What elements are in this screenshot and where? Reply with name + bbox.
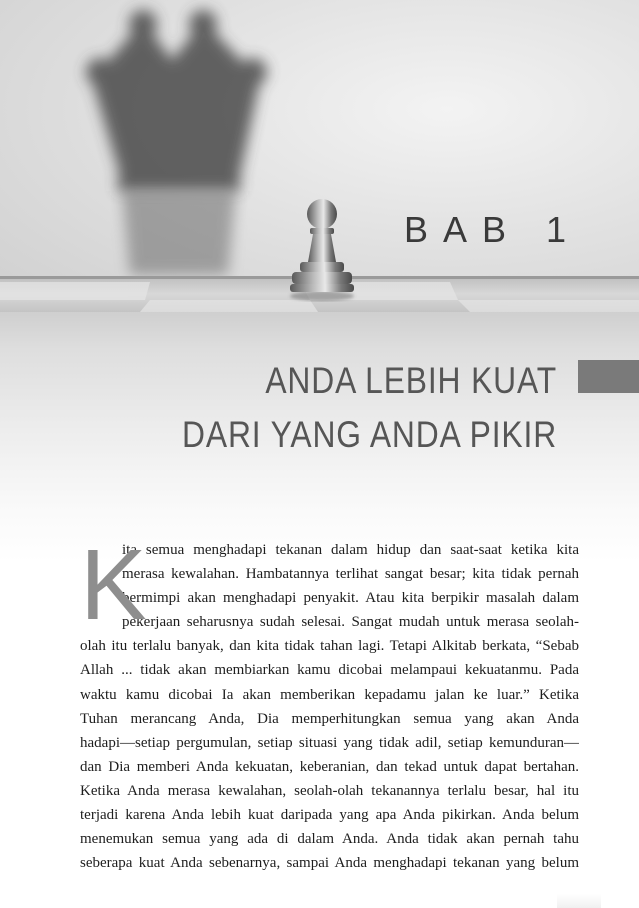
drop-cap: K (80, 529, 147, 641)
body-line: olah itu terlalu banyak, dan kita tidak tahan lagi. Tetapi Alkitab berkata, “Sebab (80, 638, 579, 655)
body-line: merasa kewalahan. Hambatannya terlihat sangat besar; kita tidak pernah (122, 566, 579, 583)
body-line: hadapi—setiap pergumulan, setiap situasi yang tidak adil, setiap kemunduran— (80, 734, 579, 751)
body-line: terjadi karena Anda lebih kuat daripada yang apa Anda pikirkan. Anda belum (80, 807, 579, 824)
chapter-body-text (80, 529, 579, 875)
body-line: Tuhan merancang Anda, Dia memperhitungkan semua yang akan Anda (80, 710, 579, 727)
body-line: seberapa kuat Anda sebenarnya, sampai Anda menghadapi tekanan yang belum (80, 855, 579, 872)
body-line: Ketika Anda merasa kewalahan, seolah-olah tekanannya terlalu besar, hal itu (80, 782, 579, 799)
page-corner (557, 894, 601, 908)
body-line: bermimpi akan menghadapi penyakit. Atau kita berpikir masalah dalam (122, 590, 579, 607)
chapter-title (182, 354, 557, 462)
body-line: pekerjaan seharusnya sudah selesai. Sangat mudah untuk merasa seolah- (122, 614, 579, 631)
chapter-title-line-1: ANDA LEBIH KUAT (265, 360, 557, 401)
chapter-label: BAB 1 (403, 209, 581, 250)
chapter-title-line-2: DARI YANG ANDA PIKIR (181, 414, 557, 455)
title-accent-bar (578, 360, 639, 393)
body-line: menemukan semua yang ada di dalam Anda. Anda tidak akan pernah tahu (80, 831, 579, 848)
body-line: Allah ... tidak akan membiarkan kamu dicobai melampaui kekuatanmu. Pada (80, 662, 579, 679)
body-line: dan Dia memberi Anda kekuatan, keberanian, dan tekad untuk dapat bertahan. (80, 758, 579, 775)
body-line: waktu kamu dicobai Ia akan memberikan kepadamu jalan ke luar.” Ketika (80, 686, 579, 703)
chapter-banner-photo (0, 0, 639, 312)
body-line: ita semua menghadapi tekanan dalam hidup dan saat-saat ketika kita (122, 542, 579, 558)
chess-pawn-queen-shadow-illustration (0, 0, 639, 312)
